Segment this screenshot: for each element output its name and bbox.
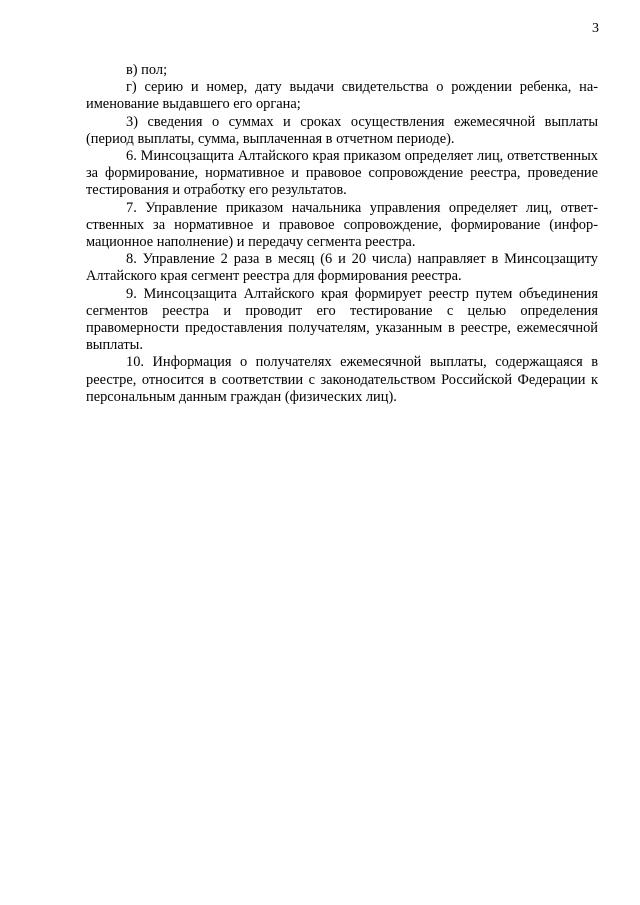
paragraph-clause-9: 9. Минсоцзащита Алтайского края формирует реестр путем объединения сегментов реестра и проводит его тестирование с целью определения правомерности предоставления получателям, указанным в реестре, ежемесячной выплаты.	[86, 285, 598, 354]
paragraph-item-g: г) серию и номер, дату выдачи свидетельства о рождении ребенка, наименование выдавшего его органа;	[86, 79, 598, 113]
paragraph-clause-6: 6. Минсоцзащита Алтайского края приказом определяет лиц, ответственных за формирование, нормативное и правовое сопровождение реестра, проведение тестирования и отработку его результатов.	[86, 148, 598, 199]
page-number: 3	[592, 21, 599, 36]
paragraph-item-v: в) пол;	[126, 62, 168, 78]
paragraph-clause-8: 8. Управление 2 раза в месяц (6 и 20 числа) направляет в Минсоцзащиту Алтайского края сегмент реестра для формирования реестра.	[86, 251, 598, 285]
paragraph-item-3: 3) сведения о суммах и сроках осуществления ежемесячной выплаты (период выплаты, сумма, выплаченная в отчетном периоде).	[86, 113, 598, 147]
document-body	[86, 62, 598, 406]
paragraph-clause-10: 10. Информация о получателях ежемесячной выплаты, содержащаяся в реестре, относится в соответствии с законодательством Российской Федерации к персональным данным граждан (физических лиц).	[86, 354, 598, 405]
paragraph-clause-7: 7. Управление приказом начальника управления определяет лиц, ответственных за нормативное и правовое сопровождение, формирование (информационное наполнение) и передачу сегмента реестра.	[86, 199, 598, 251]
